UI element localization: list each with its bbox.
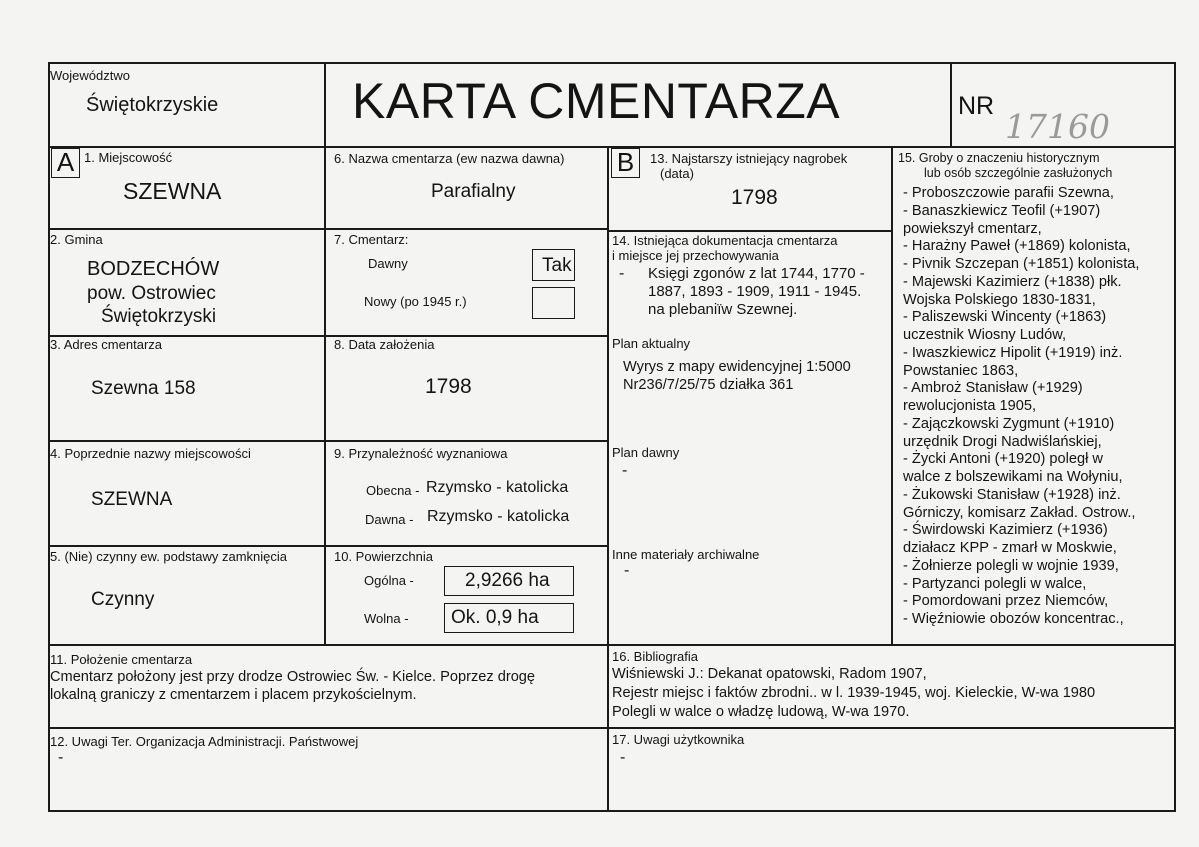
inne-value: - <box>624 562 630 579</box>
plan-dawny-label: Plan dawny <box>612 445 680 460</box>
f11-line2: lokalną graniczy z cmentarzem i placem przykościelnym. <box>50 687 417 703</box>
f10-wolna-value: Ok. 0,9 ha <box>451 607 539 628</box>
f9-obecna-value: Rzymsko - katolicka <box>426 479 569 496</box>
rule <box>48 228 608 230</box>
f10-label: 10. Powierzchnia <box>334 549 433 564</box>
f16-line2: Rejestr miejsc i faktów zbrodni.. w l. 1939-1945, woj. Kieleckie, W-wa 1980 <box>612 685 1096 701</box>
f14-dash: - <box>619 265 625 282</box>
rule <box>48 545 608 547</box>
list-item: - Proboszczowie parafii Szewna, <box>903 185 1114 201</box>
f13-value: 1798 <box>731 186 778 209</box>
f3-label: 3. Adres cmentarza <box>50 337 162 352</box>
f2-line2: pow. Ostrowiec <box>87 283 216 304</box>
rule <box>48 440 608 442</box>
f16-line1: Wiśniewski J.: Dekanat opatowski, Radom 1907, <box>612 666 927 682</box>
list-item: Górniczy, komisarz Zakład. Ostrow., <box>903 504 1136 521</box>
rule <box>950 62 952 146</box>
f14-line1: Księgi zgonów z lat 1744, 1770 - <box>648 265 865 282</box>
f1-label: 1. Miejscowość <box>84 150 173 165</box>
f10-ogolna-box <box>444 566 574 596</box>
list-item: - Pivnik Szczepan (+1851) kolonista, <box>903 256 1140 272</box>
nr-value: 17160 <box>1005 107 1110 146</box>
list-item: - Zajączkowski Zygmunt (+1910) <box>903 415 1115 432</box>
f14-label: 14. Istniejąca dokumentacja cmentarza <box>612 233 838 248</box>
f9-dawna-label: Dawna - <box>365 512 414 527</box>
f8-value: 1798 <box>425 375 472 398</box>
list-item: - Więźniowie obozów koncentrac., <box>903 611 1124 627</box>
rule <box>607 146 609 811</box>
rule <box>48 727 1176 729</box>
f1-value: SZEWNA <box>123 178 222 204</box>
list-item: - Życki Antoni (+1920) poległ w <box>903 451 1103 468</box>
voivodeship-label: Województwo <box>50 68 130 83</box>
list-item: - Żołnierze polegli w wojnie 1939, <box>903 557 1119 574</box>
list-item: - Świrdowski Kazimierz (+1936) <box>903 522 1108 539</box>
f17-value: - <box>620 749 626 766</box>
f15-label: 15. Groby o znaczeniu historycznym <box>898 151 1100 165</box>
f9-label: 9. Przynależność wyznaniowa <box>334 446 508 461</box>
list-item: - Paliszewski Wincenty (+1863) <box>903 309 1107 326</box>
f14-sublabel: i miejsce jej przechowywania <box>612 248 779 263</box>
f11-line1: Cmentarz położony jest przy drodze Ostrowiec Św. - Kielce. Poprzez drogę <box>50 669 536 685</box>
list-item: - Banaszkiewicz Teofil (+1907) <box>903 202 1101 219</box>
rule <box>608 230 891 232</box>
f15-sublabel: lub osób szczególnie zasłużonych <box>924 166 1113 180</box>
list-item: Wojska Polskiego 1830-1831, <box>903 291 1096 308</box>
list-item: działacz KPP - zmarł w Moskwie, <box>903 540 1117 556</box>
plan-aktualny-label: Plan aktualny <box>612 336 691 351</box>
f10-ogolna-label: Ogólna - <box>364 573 414 588</box>
list-item: uczestnik Wiosny Ludów, <box>903 327 1067 343</box>
list-item: rewolucjonista 1905, <box>903 398 1037 414</box>
list-item: urzędnik Drogi Nadwiślańskiej, <box>903 433 1102 450</box>
f15-list <box>903 185 1139 629</box>
f7-nowy-label: Nowy (po 1945 r.) <box>364 294 467 309</box>
list-item: - Harażny Paweł (+1869) kolonista, <box>903 238 1131 255</box>
list-item: Powstaniec 1863, <box>903 362 1019 379</box>
f14-line3: na plebaniïw Szewnej. <box>648 301 798 318</box>
rule <box>891 146 893 645</box>
f7-label: 7. Cmentarz: <box>334 232 409 247</box>
section-b-letter: B <box>611 148 640 178</box>
f16-line3: Polegli w walce o władzę ludową, W-wa 1970. <box>612 704 910 720</box>
f12-label: 12. Uwagi Ter. Organizacja Administracji. Państwowej <box>50 734 359 749</box>
f4-value: SZEWNA <box>91 489 173 510</box>
list-item: - Iwaszkiewicz Hipolit (+1919) inż. <box>903 344 1123 361</box>
list-item: - Partyzanci polegli w walce, <box>903 575 1087 592</box>
f11-label: 11. Położenie cmentarza <box>50 652 193 667</box>
f10-wolna-box <box>444 603 574 633</box>
f12-value: - <box>58 749 64 766</box>
list-item: - Żukowski Stanisław (+1928) inż. <box>903 486 1121 503</box>
section-a-letter: A <box>51 148 80 178</box>
f7-dawny-box <box>532 249 575 281</box>
f2-line3: Świętokrzyski <box>101 306 217 327</box>
f10-ogolna-value: 2,9266 ha <box>465 570 550 591</box>
f13-sublabel: (data) <box>660 166 694 181</box>
f5-value: Czynny <box>91 589 155 610</box>
plan-aktualny-line1: Wyrys z mapy ewidencyjnej 1:5000 <box>623 359 851 375</box>
voivodeship-value: Świętokrzyskie <box>86 94 219 116</box>
rule <box>48 62 1176 64</box>
list-item: - Majewski Kazimierz (+1838) płk. <box>903 273 1122 290</box>
plan-dawny-value: - <box>622 462 628 479</box>
f2-line1: BODZECHÓW <box>87 258 220 280</box>
f5-label: 5. (Nie) czynny ew. podstawy zamknięcia <box>50 549 287 564</box>
list-item: walce z bolszewikami na Wołyniu, <box>903 469 1123 485</box>
f9-dawna-value: Rzymsko - katolicka <box>427 508 570 525</box>
list-item: - Pomordowani przez Niemców, <box>903 593 1109 610</box>
plan-aktualny-line2: Nr236/7/25/75 działka 361 <box>623 377 794 393</box>
f16-label: 16. Bibliografia <box>612 649 698 664</box>
f6-label: 6. Nazwa cmentarza (ew nazwa dawna) <box>334 151 565 166</box>
f14-line2: 1887, 1893 - 1909, 1911 - 1945. <box>648 283 862 300</box>
rule <box>324 62 326 645</box>
f3-value: Szewna 158 <box>91 378 196 399</box>
rule <box>48 644 1176 646</box>
f17-label: 17. Uwagi użytkownika <box>612 732 745 747</box>
f2-label: 2. Gmina <box>50 232 103 247</box>
card-title: KARTA CMENTARZA <box>352 73 841 129</box>
f9-obecna-label: Obecna - <box>366 483 420 498</box>
nr-label: NR <box>958 92 995 120</box>
f7-dawny-value: Tak <box>542 255 572 276</box>
f8-label: 8. Data założenia <box>334 337 435 352</box>
f6-value: Parafialny <box>431 181 516 202</box>
f13-label: 13. Najstarszy istniejący nagrobek <box>650 151 848 166</box>
inne-label: Inne materiały archiwalne <box>612 547 760 562</box>
rule <box>1174 62 1176 811</box>
f7-nowy-box <box>532 287 575 319</box>
list-item: powiekszył cmentarz, <box>903 220 1042 237</box>
rule <box>48 810 1176 812</box>
list-item: - Ambroż Stanisław (+1929) <box>903 380 1083 397</box>
f4-label: 4. Poprzednie nazwy miejscowości <box>50 446 251 461</box>
f7-dawny-label: Dawny <box>368 256 408 271</box>
f10-wolna-label: Wolna - <box>364 611 409 626</box>
